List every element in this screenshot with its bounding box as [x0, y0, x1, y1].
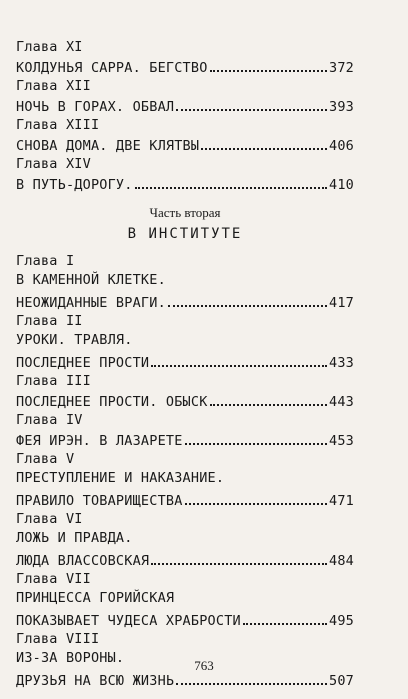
entry-title: ПРАВИЛО ТОВАРИЩЕСТВА [16, 493, 183, 509]
chapter-heading: Глава II [16, 313, 83, 329]
chapter-heading: Глава VI [16, 511, 83, 527]
chapter-heading: Глава III [16, 373, 91, 389]
dot-leader [151, 351, 327, 367]
entry-page-number: 443 [329, 394, 354, 410]
entry-page-number: 495 [329, 613, 354, 629]
entry-page-number: 410 [329, 177, 354, 193]
dot-leader [210, 56, 327, 72]
toc-entry [16, 270, 354, 291]
entry-page-number: 507 [329, 673, 354, 689]
chapter-heading: Глава XIII [16, 117, 100, 133]
toc-entry [16, 351, 354, 372]
dot-leader [201, 134, 327, 150]
entry-page-number: 372 [329, 60, 354, 76]
entry-title: НЕОЖИДАННЫЕ ВРАГИ. [16, 295, 166, 311]
entry-title: НОЧЬ В ГОРАХ. ОБВАЛ [16, 99, 175, 115]
entry-title: В ПУТЬ-ДОРОГУ. [16, 177, 133, 193]
dot-leader [168, 291, 327, 307]
entry-page-number: 393 [329, 99, 354, 115]
part-label: Часть вторая [149, 205, 221, 220]
entry-title: ПОСЛЕДНЕЕ ПРОСТИ [16, 355, 150, 371]
chapter-heading: Глава XIV [16, 156, 91, 172]
toc-entry [16, 173, 354, 194]
dot-leader [185, 429, 327, 445]
toc-entry [16, 468, 354, 489]
dot-leader [243, 609, 327, 625]
toc-part-one [16, 38, 354, 194]
entry-title: ПОСЛЕДНЕЕ ПРОСТИ. ОБЫСК [16, 394, 208, 410]
dot-leader [135, 173, 327, 189]
page-number: 763 [194, 658, 214, 673]
dot-leader [151, 549, 327, 565]
toc-entry [16, 489, 354, 510]
entry-title: ПОКАЗЫВАЕТ ЧУДЕСА ХРАБРОСТИ [16, 613, 241, 629]
entry-title: ПРЕСТУПЛЕНИЕ И НАКАЗАНИЕ. [16, 470, 225, 486]
chapter-heading: Глава VII [16, 571, 91, 587]
toc-entry [16, 390, 354, 411]
entry-title: ФЕЯ ИРЭН. В ЛАЗАРЕТЕ [16, 433, 183, 449]
entry-title: СНОВА ДОМА. ДВЕ КЛЯТВЫ [16, 138, 200, 154]
toc-part-two [16, 252, 354, 690]
chapter-heading: Глава XII [16, 78, 91, 94]
chapter-heading: Глава IV [16, 412, 83, 428]
toc-entry [16, 95, 354, 116]
entry-title: ПРИНЦЕССА ГОРИЙСКАЯ [16, 590, 175, 606]
chapter-heading: Глава VIII [16, 631, 100, 647]
chapter-heading: Глава I [16, 253, 75, 269]
entry-title: УРОКИ. ТРАВЛЯ. [16, 332, 133, 348]
entry-page-number: 484 [329, 553, 354, 569]
entry-title: ЛОЖЬ И ПРАВДА. [16, 530, 133, 546]
chapter-heading: Глава V [16, 451, 75, 467]
table-of-contents [16, 38, 354, 690]
part-title: В ИНСТИТУТЕ [127, 226, 243, 242]
entry-page-number: 471 [329, 493, 354, 509]
toc-entry [16, 330, 354, 351]
toc-entry [16, 291, 354, 312]
entry-title: ДРУЗЬЯ НА ВСЮ ЖИЗНЬ [16, 673, 175, 689]
toc-entry [16, 56, 354, 77]
toc-entry [16, 588, 354, 609]
toc-entry [16, 134, 354, 155]
entry-title: ИЗ-ЗА ВОРОНЫ. [16, 650, 125, 666]
dot-leader [176, 95, 327, 111]
toc-entry [16, 609, 354, 630]
entry-page-number: 406 [329, 138, 354, 154]
chapter-heading: Глава XI [16, 39, 83, 55]
entry-page-number: 433 [329, 355, 354, 371]
toc-entry [16, 549, 354, 570]
entry-page-number: 417 [329, 295, 354, 311]
entry-page-number: 453 [329, 433, 354, 449]
toc-entry [16, 429, 354, 450]
entry-title: КОЛДУНЬЯ САРРА. БЕГСТВО [16, 60, 208, 76]
dot-leader [210, 390, 327, 406]
entry-title: В КАМЕННОЙ КЛЕТКЕ. [16, 272, 166, 288]
dot-leader [185, 489, 327, 505]
toc-entry [16, 528, 354, 549]
entry-title: ЛЮДА ВЛАССОВСКАЯ [16, 553, 150, 569]
